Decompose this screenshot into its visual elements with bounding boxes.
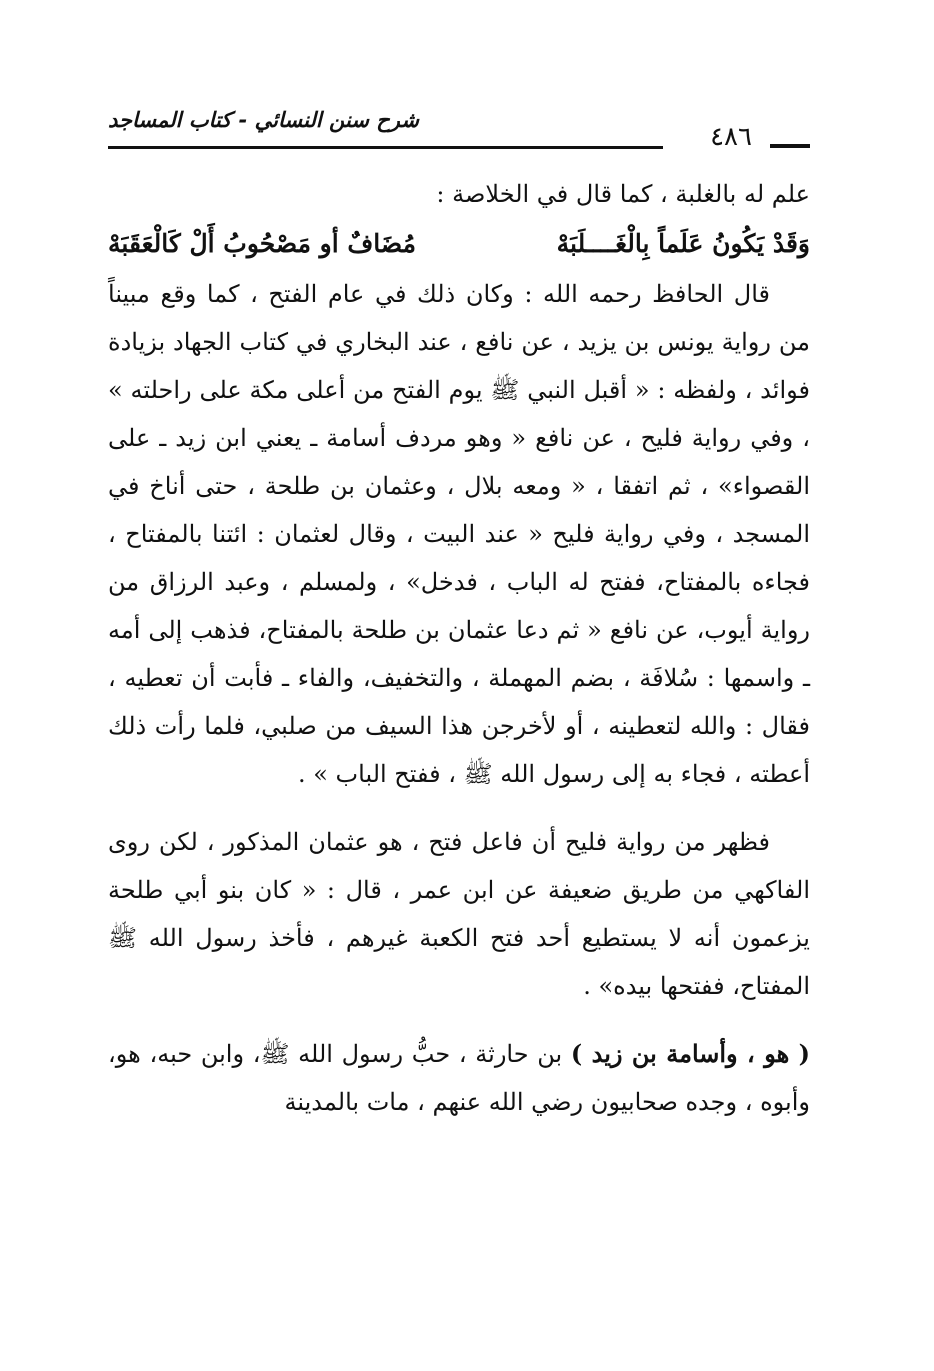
verse-right-hemistich: وَقَدْ يَكُونُ عَلَماً بِالْغَــــلَبَهْ bbox=[556, 229, 810, 258]
intro-line: علم له بالغلبة ، كما قال في الخلاصة : bbox=[436, 180, 810, 208]
poetry-verse bbox=[108, 218, 810, 270]
paragraph-2: فظهر من رواية فليح أن فاعل فتح ، هو عثمان المذكور ، لكن روى الفاكهي من طريق ضعيفة عن ابن عمر ، قال : « كان بنو أبي طلحة يزعمون أنه لا يستطيع أحد فتح الكعبة غيرهم ، فأخذ رسول الله ﷺ المفتاح، ففتحها بيده» . bbox=[108, 828, 810, 1000]
running-title: شرح سنن النسائي - كتاب المساجد bbox=[108, 108, 419, 132]
commentary-lemma: ( هو ، وأسامة بن زيد ) bbox=[570, 1039, 810, 1068]
verse-left-hemistich: مُضَافٌ أو مَصْحُوبُ أَلْ كَالْعَقَبَهْ bbox=[108, 229, 416, 258]
header-rule bbox=[108, 146, 663, 149]
page-number-dash bbox=[770, 144, 810, 148]
page-body bbox=[108, 170, 810, 1126]
paragraph-3-text: بن حارثة ، حبُّ رسول الله ﷺ، وابن حبه، هو، وأبوه ، وجده صحابيون رضي الله عنهم ، مات بالمدينة bbox=[108, 1040, 810, 1116]
paragraph-3 bbox=[108, 1030, 810, 1126]
page-header bbox=[108, 108, 810, 154]
page-number: ٤٨٦ bbox=[710, 122, 752, 152]
paragraph-1: قال الحافظ رحمه الله : وكان ذلك في عام الفتح ، كما وقع مبيناً من رواية يونس بن يزيد ، عن نافع ، عند البخاري في كتاب الجهاد بزيادة فوائد ، ولفظه : « أقبل النبي ﷺ يوم الفتح من أعلى مكة على راحلته » ، وفي رواية فليح ، عن نافع « وهو مردف أسامة ـ يعني ابن زيد ـ على القصواء» ، ثم اتفقا ، « ومعه بلال ، وعثمان بن طلحة ، حتى أناخ في المسجد ، وفي رواية فليح « عند البيت ، وقال لعثمان : ائتنا بالمفتاح ، فجاءه بالمفتاح، ففتح له الباب ، فدخل» ، ولمسلم ، وعبد الرزاق من رواية أيوب، عن نافع « ثم دعا عثمان بن طلحة بالمفتاح، فذهب إلى أمه ـ واسمها : سُلافَة ، بضم المهملة ، والتخفيف، والفاء ـ فأبت أن تعطيه ، فقال : والله لتعطينه ، أو لأخرجن هذا السيف من صلبي، فلما رأت ذلك أعطته ، فجاء به إلى رسول الله ﷺ ، ففتح الباب » . bbox=[108, 280, 810, 788]
